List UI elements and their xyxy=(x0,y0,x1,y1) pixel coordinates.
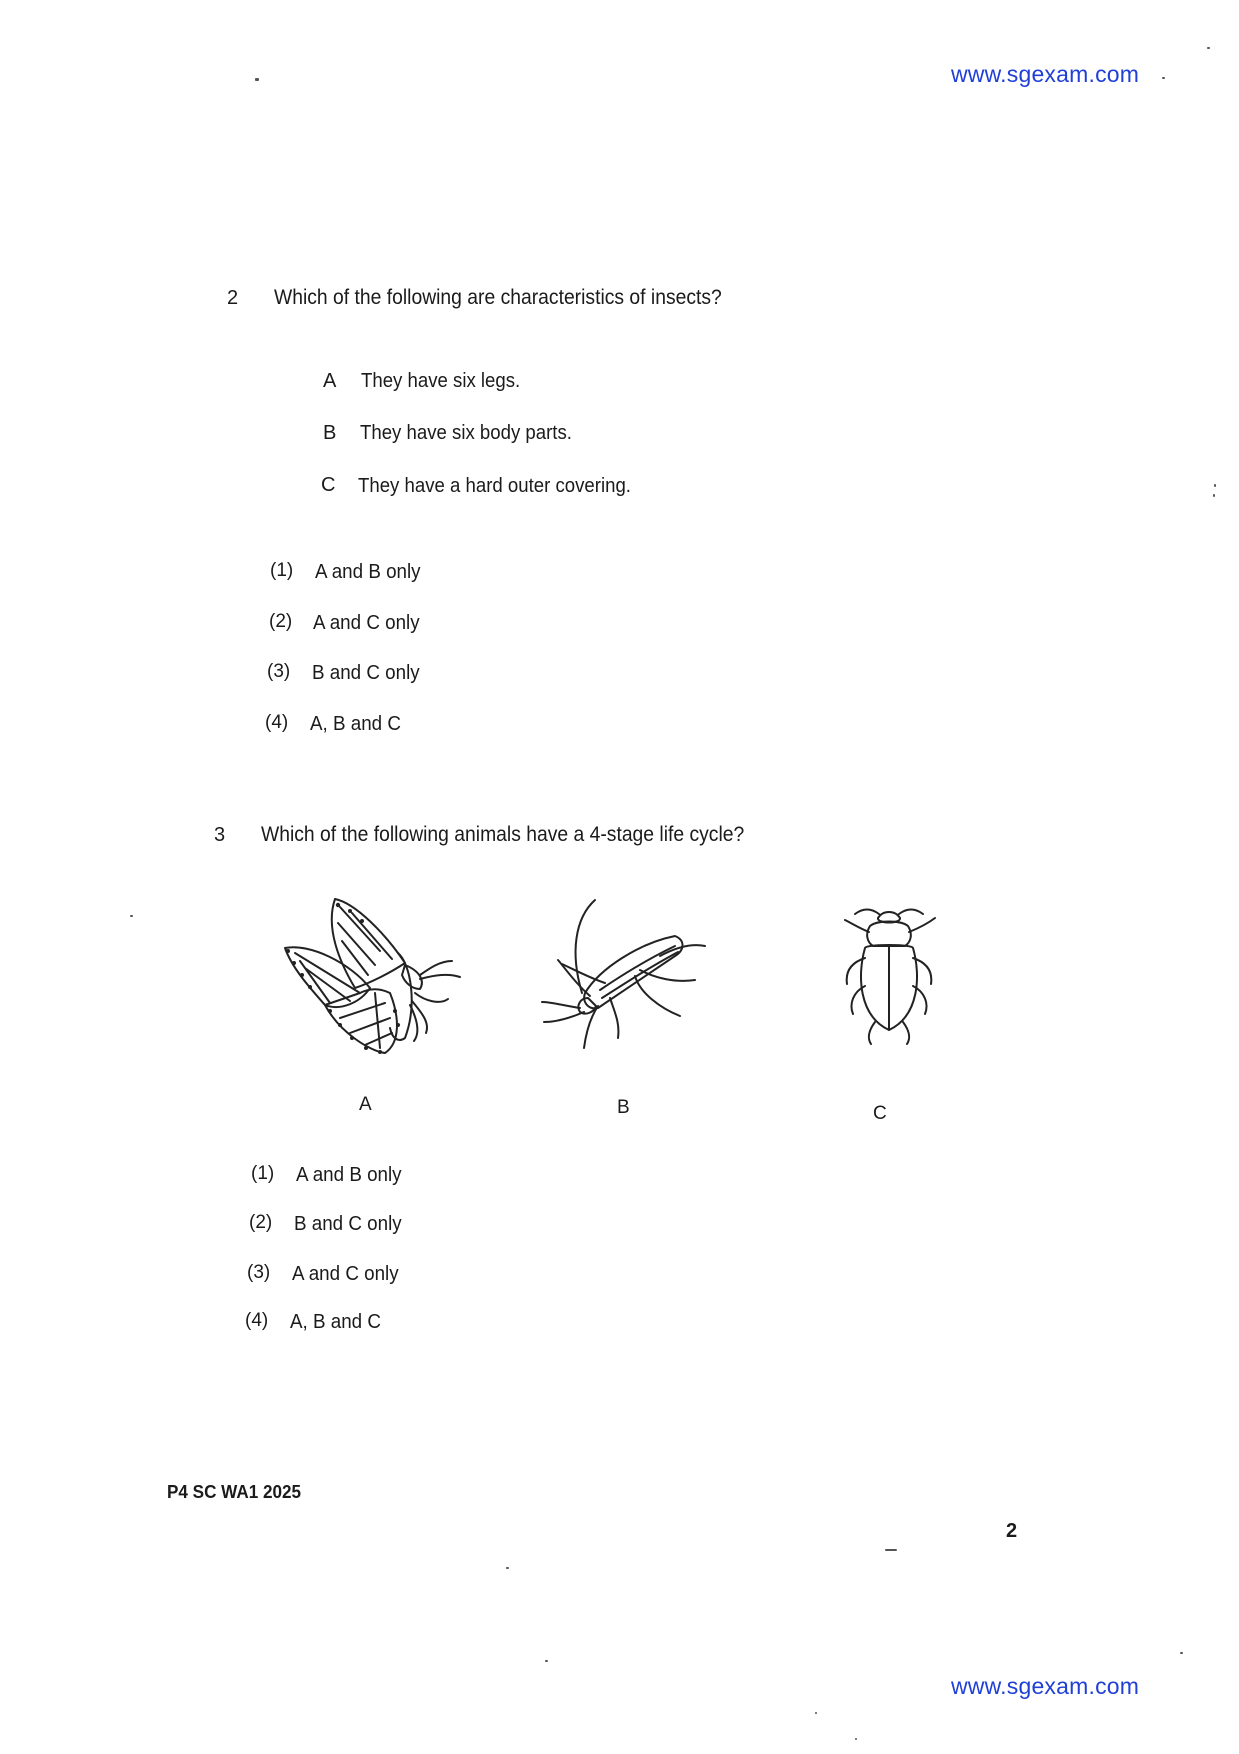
option-text-1[interactable]: A and B only xyxy=(296,1164,402,1186)
option-number-2[interactable]: (2) xyxy=(269,611,293,632)
option-number-1[interactable]: (1) xyxy=(270,560,294,581)
option-text-1[interactable]: A and B only xyxy=(315,561,421,583)
header-website-link[interactable]: www.sgexam.com xyxy=(951,61,1140,87)
question-text: Which of the following animals have a 4-stage life cycle? xyxy=(261,823,745,846)
footer-website-link[interactable]: www.sgexam.com xyxy=(951,1673,1140,1699)
option-number-3[interactable]: (3) xyxy=(267,661,291,682)
page-number: 2 xyxy=(1006,1520,1018,1542)
option-number-1[interactable]: (1) xyxy=(251,1163,275,1184)
option-text-3[interactable]: B and C only xyxy=(312,662,420,684)
statement-text-a: They have six legs. xyxy=(361,370,521,392)
paper-code: P4 SC WA1 2025 xyxy=(167,1482,302,1502)
statement-letter-a: A xyxy=(323,370,337,392)
option-text-2[interactable]: A and C only xyxy=(313,612,420,634)
option-text-4[interactable]: A, B and C xyxy=(310,713,401,735)
beetle-icon xyxy=(835,906,945,1046)
statement-letter-b: B xyxy=(323,422,337,444)
option-text-4[interactable]: A, B and C xyxy=(290,1311,381,1333)
option-number-3[interactable]: (3) xyxy=(247,1262,271,1283)
cockroach-icon xyxy=(540,898,715,1058)
question-number: 3 xyxy=(214,824,226,846)
picture-label-b: B xyxy=(617,1097,630,1118)
picture-label-a: A xyxy=(359,1094,372,1115)
option-number-2[interactable]: (2) xyxy=(249,1212,273,1233)
picture-label-c: C xyxy=(873,1103,887,1124)
statement-text-b: They have six body parts. xyxy=(360,422,572,444)
option-number-4[interactable]: (4) xyxy=(265,712,289,733)
question-text: Which of the following are characteristics of insects? xyxy=(274,286,722,309)
butterfly-icon xyxy=(280,893,465,1058)
option-text-2[interactable]: B and C only xyxy=(294,1213,402,1235)
statement-text-c: They have a hard outer covering. xyxy=(358,475,631,497)
question-number: 2 xyxy=(227,287,239,309)
option-text-3[interactable]: A and C only xyxy=(292,1263,399,1285)
statement-letter-c: C xyxy=(321,474,336,496)
option-number-4[interactable]: (4) xyxy=(245,1310,269,1331)
